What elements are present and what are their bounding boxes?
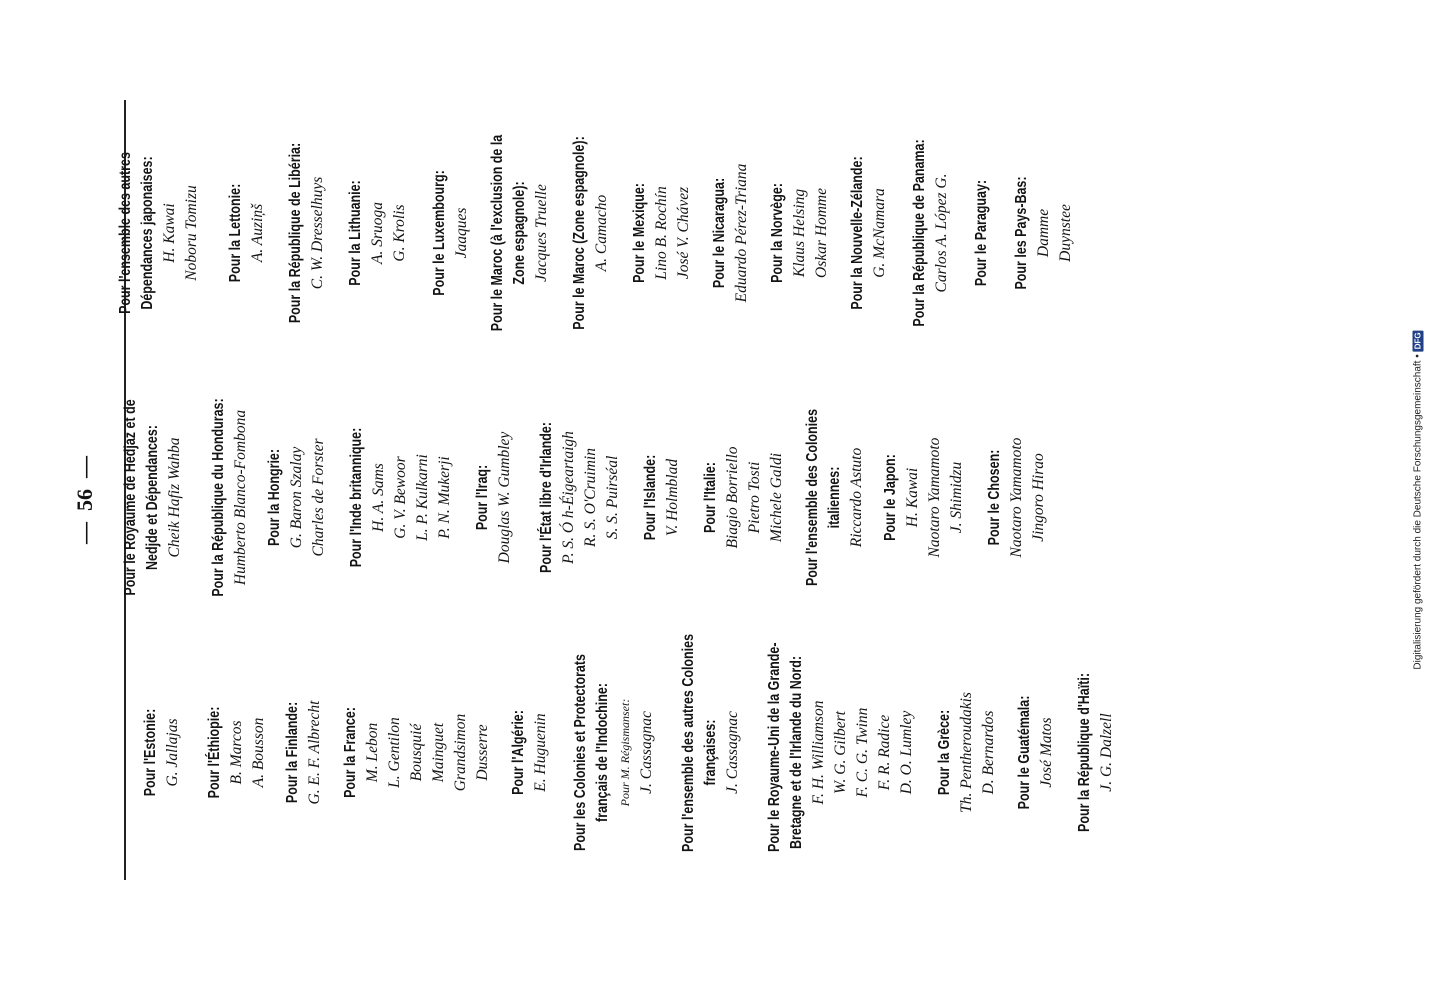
signatory-name: A. Camacho (593, 194, 610, 272)
signatory-column-3 (115, 98, 1077, 368)
signatory-name: G. Krolis (391, 204, 408, 262)
signatory-block (764, 625, 918, 880)
signatory-name: A. Auziņš (249, 203, 266, 263)
signatory-name: D. O. Lumley (898, 710, 915, 795)
signatory-name: Naotaro Yamamoto (926, 437, 943, 558)
signatory-block (264, 365, 330, 630)
country-heading: Nedjde et Dépendances: (144, 425, 161, 570)
signatory-block (678, 625, 744, 880)
signatory-block (225, 98, 269, 368)
country-heading: Pour l'Éthiopie: (206, 706, 223, 799)
country-heading: Pour la Finlande: (284, 701, 301, 804)
signatory-name: W. G. Gilbert (832, 711, 849, 794)
signatory-name: José V. Chávez (675, 186, 692, 280)
country-heading: Pour l'ensemble des Colonies (804, 408, 821, 587)
signatory-name: C. W. Dresselhuys (309, 176, 326, 290)
country-heading: Pour le Mexique: (631, 183, 648, 283)
country-heading: Pour l'Iraq: (474, 464, 491, 531)
country-heading: Pour la République d'Haïti: (1076, 673, 1093, 832)
signatory-block (640, 365, 684, 630)
signatory-name: F. H. Williamson (810, 700, 827, 805)
signatory-name: Mainguet (430, 722, 447, 783)
country-heading: Pour la Hongrie: (266, 448, 283, 547)
country-heading: Pour l'ensemble des autres (117, 152, 134, 314)
signatory-block (429, 98, 473, 368)
signatory-name: H. Kawai (904, 467, 921, 528)
signatory-block (120, 365, 186, 630)
signatory-name: G. E. F. Albrecht (306, 700, 323, 805)
country-heading: Pour la Lettonie: (227, 183, 244, 283)
signatory-block (1011, 98, 1077, 368)
signatory-name: Cheik Hafiz Wahba (166, 437, 183, 558)
dfg-credit (1413, 330, 1424, 669)
country-heading: Dépendances japonaises: (139, 156, 156, 310)
signatory-name: F. C. G. Twinn (854, 707, 871, 798)
country-heading: Pour les Colonies et Protectorats (572, 654, 589, 851)
country-heading: Zone espagnole): (511, 181, 528, 285)
signatory-name: Bousquié (408, 723, 425, 782)
country-heading: Pour le Nicaragua: (711, 177, 728, 289)
dfg-logo: DFG (1413, 332, 1423, 350)
signatory-name: Th. Pentheroudakis (958, 692, 975, 813)
country-heading: Pour le Luxembourg: (431, 170, 448, 296)
signatory-name: L. P. Kulkarni (414, 454, 431, 541)
country-heading: Pour le Chosen: (986, 449, 1003, 546)
country-heading: Pour les Pays-Bas: (1013, 176, 1030, 290)
signatory-block (536, 365, 624, 630)
signatory-name: Eduardo Pérez-Triana (733, 163, 750, 303)
signatory-block (285, 98, 329, 368)
signatory-block (569, 98, 613, 368)
signatory-name: Noboru Tomizu (183, 185, 200, 281)
signatory-block (629, 98, 695, 368)
country-heading: Pour la Lithuanie: (347, 180, 364, 286)
signatory-name: Duynstee (1057, 204, 1074, 262)
country-heading: Pour l'Algérie: (510, 710, 527, 795)
country-heading: italiennes: (826, 466, 843, 529)
signatory-column-2 (120, 365, 1050, 630)
country-heading: Pour le Royaume-Uni de la Grande- (766, 642, 783, 852)
signatory-block (847, 98, 891, 368)
signatory-name: G. McNamara (871, 188, 888, 278)
signatory-block (909, 98, 953, 368)
signatory-name: Charles de Forster (310, 438, 327, 557)
country-heading: Pour la Nouvelle-Zélande: (849, 156, 866, 310)
country-heading: Pour l'ensemble des autres Colonies (680, 633, 697, 852)
signatory-block (802, 365, 868, 630)
country-heading: Pour la République de Libéria: (287, 142, 304, 324)
signatory-name: Damme (1035, 208, 1052, 258)
signatory-name: Dusserre (474, 724, 491, 781)
signatory-column-1 (140, 625, 1118, 880)
signatory-block (487, 98, 553, 368)
signatory-block (115, 98, 203, 368)
country-heading: français de l'Indochine: (594, 683, 611, 822)
signatory-name: Pietro Tosti (746, 461, 763, 534)
signatory-name: L. Gentilon (386, 717, 403, 788)
signatory-block (1074, 625, 1118, 880)
country-heading: Pour l'Islande: (642, 454, 659, 541)
country-heading: Pour le Paraguay: (973, 179, 990, 287)
country-heading: Pour la République du Honduras: (210, 398, 227, 597)
signatory-name: S. S. Puirséal (604, 455, 621, 540)
country-heading: Bretagne et de l'Irlande du Nord: (788, 656, 805, 849)
signatory-name: R. S. O'Cruimin (582, 448, 599, 547)
signatory-name: Klaus Helsing (791, 188, 808, 278)
page-number: — 56 — (72, 456, 97, 544)
signatory-name: E. Huguenin (532, 713, 549, 792)
signatory-name: Grandsimon (452, 713, 469, 792)
proxy-note: Pour M. Régismanset: (618, 698, 632, 807)
signatory-name: V. Holmblad (664, 458, 681, 537)
signatory-block (934, 625, 1000, 880)
country-heading: Pour le Guatémala: (1016, 695, 1033, 810)
country-heading: Pour la Norvège: (769, 183, 786, 283)
signatory-name: Naotaro Yamamoto (1008, 437, 1025, 558)
signatory-name: G. Jallajas (164, 718, 181, 787)
signatory-name: José Matos (1038, 717, 1055, 788)
signatory-name: J. Cassagnac (638, 711, 655, 794)
signatory-block (971, 98, 993, 368)
signatory-name: F. R. Radice (876, 714, 893, 791)
country-heading: Pour le Maroc (Zone espagnole): (571, 136, 588, 330)
signatory-name: J. Shimidzu (948, 461, 965, 534)
signatory-name: Humberto Blanco-Fombona (232, 409, 249, 586)
signatory-block (472, 365, 516, 630)
signatory-block (767, 98, 833, 368)
signatory-name: M. Lebon (364, 722, 381, 783)
signatory-name: Oskar Homme (813, 188, 830, 278)
signatory-name: Jingoro Hirao (1030, 453, 1047, 542)
signatory-name: G. Baron Szalay (288, 446, 305, 549)
signatory-name: H. A. Sams (370, 463, 387, 532)
signatory-name: Carlos A. López G. (933, 173, 950, 293)
signatory-name: Lino B. Rochín (653, 186, 670, 280)
country-heading: Pour l'Inde britannique: (348, 427, 365, 568)
country-heading: Pour le Maroc (à l'exclusion de la (489, 134, 506, 332)
signatory-block (282, 625, 326, 880)
signatory-block (345, 98, 411, 368)
signatory-block (204, 625, 270, 880)
signatory-block (208, 365, 252, 630)
country-heading: Pour la France: (342, 707, 359, 798)
signatory-block (140, 625, 184, 880)
signatory-name: Biagio Borriello (724, 446, 741, 549)
country-heading: Pour la Grèce: (936, 709, 953, 796)
signatory-name: J. G. Dalzell (1098, 713, 1115, 792)
signatory-name: D. Bernardos (980, 710, 997, 795)
country-heading: Pour la République de Panama: (911, 139, 928, 327)
signatory-name: Jaaques (453, 207, 470, 259)
signatory-block (700, 365, 788, 630)
signatory-block (570, 625, 658, 880)
signatory-name: A. Sruoga (369, 202, 386, 264)
signatory-name: G. V. Bewoor (392, 456, 409, 539)
signatory-block (508, 625, 552, 880)
signatory-block (340, 625, 494, 880)
signatory-block (984, 365, 1050, 630)
signatory-name: B. Marcos (228, 720, 245, 785)
country-heading: Pour l'Estonie: (142, 708, 159, 797)
country-heading: Pour l'État libre d'Irlande: (538, 422, 555, 573)
signatory-name: Michele Galdi (768, 452, 785, 543)
signatory-name: J. Cassagnac (724, 711, 741, 794)
signatory-block (346, 365, 456, 630)
signatory-name: P. S. Ó h-Éigeartaigh (560, 431, 577, 564)
signatory-name: Douglas W. Gumbley (496, 431, 513, 564)
dfg-credit-text: Digitalisierung gefördert durch die Deutsche Forschungsgemeinschaft • (1412, 354, 1424, 670)
signatory-name: Jacques Truelle (533, 184, 550, 282)
signatory-name: A. Bousson (250, 717, 267, 788)
signatory-block (709, 98, 753, 368)
signatory-name: P. N. Mukerji (436, 456, 453, 539)
country-heading: Pour le Royaume de Hedjaz et de (122, 399, 139, 596)
signatory-block (1014, 625, 1058, 880)
country-heading: Pour l'Italie: (702, 462, 719, 533)
signatory-name: Riccardo Astuto (848, 447, 865, 548)
country-heading: Pour le Japon: (882, 454, 899, 541)
country-heading: françaises: (702, 719, 719, 786)
signatory-block (880, 365, 968, 630)
signatory-name: H. Kawai (161, 203, 178, 263)
